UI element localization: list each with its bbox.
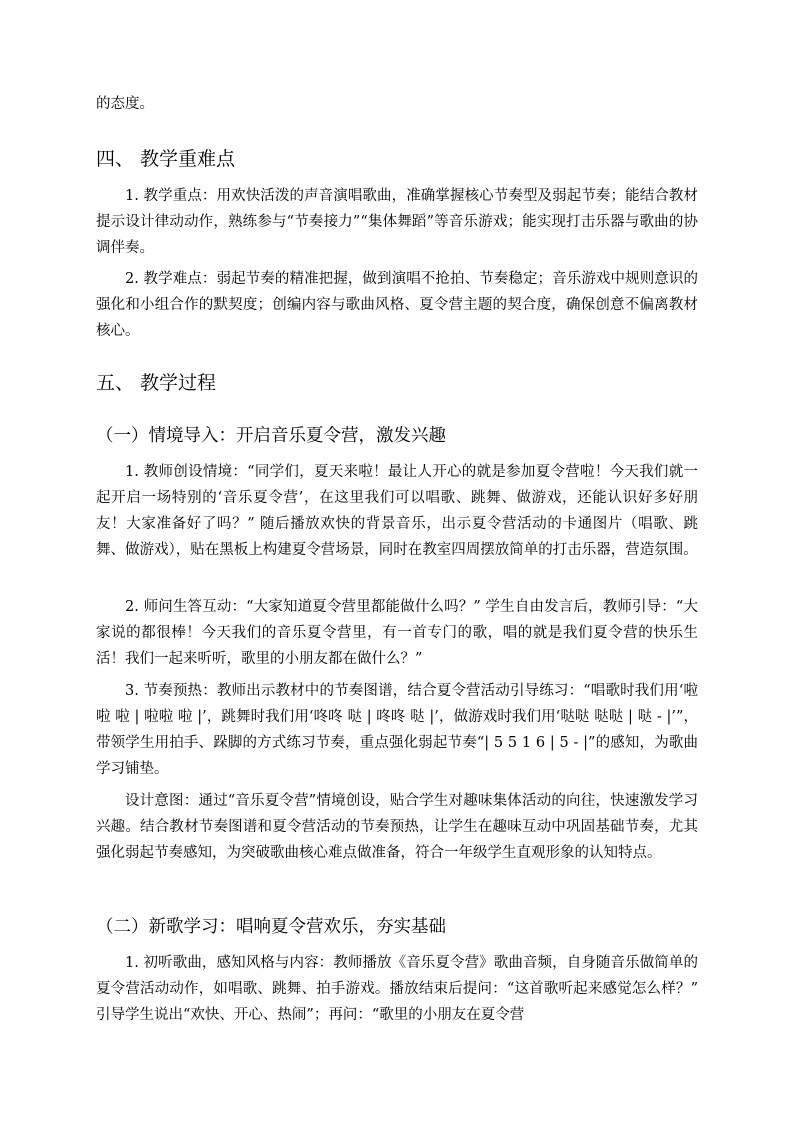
paragraph-teacher-scenario: 1. 教师创设情境：“同学们，夏天来啦！最让人开心的就是参加夏令营啦！今天我们就一起开启一场特别的‘音乐夏令营’，在这里我们可以唱歌、跳舞、做游戏，还能认识好多好朋友！大家准备好了吗？” 随后播放欢快的背景音乐，出示夏令营活动的卡通图片（唱歌、跳舞、做游戏），贴在黑板上构建夏令营场景，同时在教室四周摆放简单的打击乐器，营造氛围。 [96, 464, 698, 558]
paragraph-teaching-difficulty: 2. 教学难点：弱起节奏的精准把握，做到演唱不抢拍、节奏稳定；音乐游戏中规则意识的强化和小组合作的默契度；创编内容与歌曲风格、夏令营主题的契合度，确保创意不偏离教材核心。 [96, 271, 698, 339]
paragraph-design-intent: 设计意图：通过“音乐夏令营”情境创设，贴合学生对趣味集体活动的向往，快速激发学习兴趣。结合教材节奏图谱和夏令营活动的节奏预热，让学生在趣味互动中巩固基础节奏，尤其强化弱起节奏感知，为突破歌曲核心难点做准备，符合一年级学生直观形象的认知特点。 [96, 793, 698, 861]
paragraph-continuation: 的态度。 [96, 96, 154, 112]
subsection-heading-new-song: （二）新歌学习：唱响夏令营欢乐，夯实基础 [96, 917, 446, 937]
section-heading-teaching-process: 五、 教学过程 [96, 372, 217, 394]
paragraph-qa-interaction: 2. 师问生答互动：“大家知道夏令营里都能做什么吗？” 学生自由发言后，教师引导：“大家说的都很棒！今天我们的音乐夏令营里，有一首专门的歌，唱的就是我们夏令营的快乐生活！我们一起来听听，歌里的小朋友都在做什么？” [96, 599, 698, 667]
section-heading-key-difficulties: 四、 教学重难点 [96, 148, 236, 170]
paragraph-rhythm-warmup: 3. 节奏预热：教师出示教材中的节奏图谱，结合夏令营活动引导练习：“唱歌时我们用‘啦啦 啦 | 啦啦 啦 |’，跳舞时我们用‘咚咚 哒 | 咚咚 哒 |’，做游戏时我们用‘哒哒 哒哒 | 哒 - |’”，带领学生用拍手、跺脚的方式练习节奏，重点强化弱起节奏“| 5 5 1 6 | 5 - |”的感知，为歌曲学习铺垫。 [96, 683, 698, 777]
subsection-heading-situation-intro: （一）情境导入：开启音乐夏令营，激发兴趣 [96, 426, 446, 446]
paragraph-teaching-focus: 1. 教学重点：用欢快活泼的声音演唱歌曲，准确掌握核心节奏型及弱起节奏；能结合教材提示设计律动动作，熟练参与“节奏接力”“集体舞蹈”等音乐游戏；能实现打击乐器与歌曲的协调伴奏。 [96, 188, 698, 256]
paragraph-first-listen: 1. 初听歌曲，感知风格与内容：教师播放《音乐夏令营》歌曲音频，自身随音乐做简单的夏令营活动动作，如唱歌、跳舞、拍手游戏。播放结束后提问：“这首歌听起来感觉怎么样？” 引导学生说出“欢快、开心、热闹”；再问：“歌里的小朋友在夏令营 [96, 955, 698, 1023]
